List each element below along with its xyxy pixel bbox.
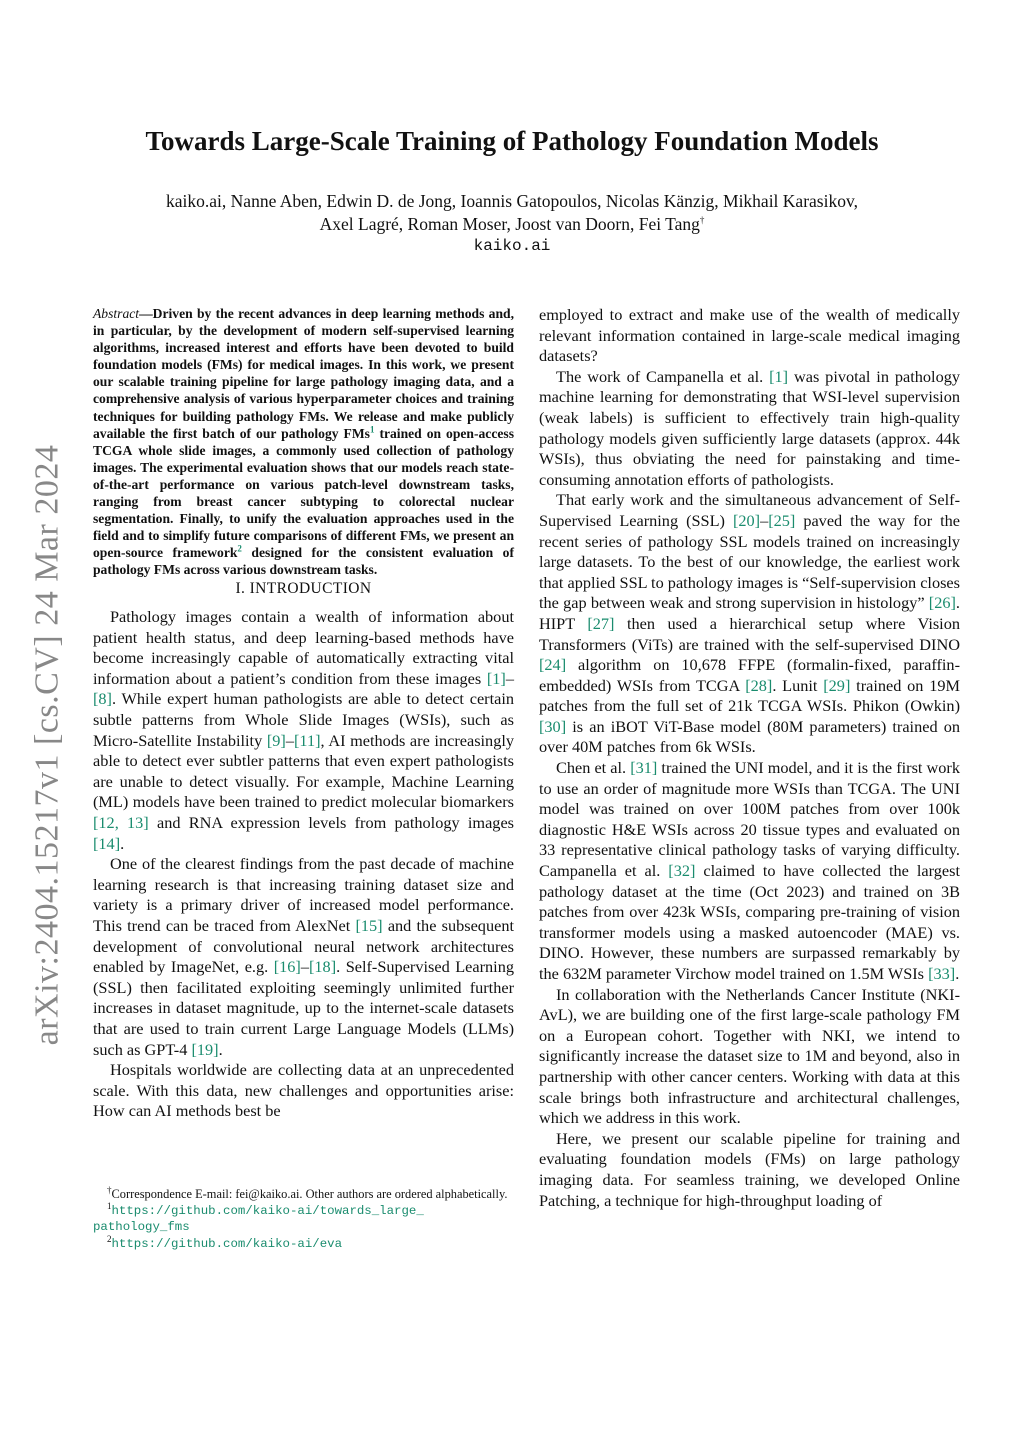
citation-link[interactable]: [33] [928, 964, 956, 983]
citation-link[interactable]: [20] [732, 510, 761, 530]
footnote-2 [93, 1233, 514, 1253]
footnote-mark: 2 [107, 1233, 112, 1244]
footnote-mark: 1 [107, 1200, 112, 1211]
text: claimed to have collected the largest pathology dataset at the time (Oct 2023) and trained on 3B patches from over 423k WSIs, comparing pre-training of vision transformer models using a masked autoencoder (MAE) vs. DINO. However, these numbers are surpassed remarkably by the 632M parameter Virchow model trained on 1.5M WSIs [539, 861, 960, 983]
text: That early work and the simultaneous advancement of Self-Supervised Learning (SSL) [539, 490, 960, 530]
citation-link[interactable]: [18] [309, 957, 337, 977]
intro-paragraph-3: Hospitals worldwide are collecting data at an unprecedented scale. With this data, new challenges and opportunities arise: How can AI methods best be [93, 1060, 514, 1121]
paragraph-ssl-history [539, 490, 960, 758]
text: – [505, 668, 514, 688]
citation-link[interactable]: [27] [587, 613, 615, 633]
abstract [93, 305, 514, 579]
citation-link[interactable]: [30] [539, 716, 567, 736]
text: was pivotal in pathology machine learning for demonstrating that WSI-level supervision (weak labels) is sufficient to effectively train high-quality pathology models given sufficiently large datasets (approx. 44k WSIs), thus obviating the need for painstaking and time-consuming annotation efforts of pathologists. [539, 366, 960, 489]
intro-paragraph-2 [93, 854, 514, 1060]
paragraph-nki-collaboration: In collaboration with the Netherlands Cancer Institute (NKI-AvL), we are building one of the first large-scale pathology FM on a European cohort. Together with NKI, we intend to significantly increase the dataset size to 1M and beyond, also in partnership with other cancer centers. Working with data at this scale brings both infrastructure and architectural challenges, which we address in this work. [539, 984, 960, 1128]
text: . [955, 964, 960, 983]
text: , AI methods are increasingly able to detect ever subtler patterns that even expert pathologists are unable to detect visually. For example, Machine Learning (ML) models have been trained to predict molecular biomarkers [93, 730, 515, 812]
dagger-mark: † [699, 215, 705, 226]
footnote-mark: † [107, 1184, 112, 1195]
affiliation-email: kaiko.ai [473, 237, 551, 255]
text: . Lunit [772, 675, 824, 695]
citation-link[interactable]: [9] [266, 730, 286, 750]
author-list [0, 190, 1024, 236]
abstract-text-c: designed for the consistent evaluation of pathology FMs across various downstream tasks. [93, 545, 514, 578]
citation-link[interactable]: [32] [668, 861, 696, 881]
text: Chen et al. [556, 758, 631, 778]
text: and RNA expression levels from pathology images [148, 813, 515, 833]
arxiv-sidebar-stamp [22, 440, 72, 1050]
paragraph-continued: employed to extract and make use of the wealth of medically relevant information contained in large-scale medical imaging datasets? [539, 305, 960, 366]
text: then used a hierarchical setup where Vision Transformers (ViTs) are trained with the self-supervised DINO [539, 613, 960, 654]
arxiv-id-text: arXiv:2404.15217v1 [cs.CV] 24 Mar 2024 [28, 444, 66, 1046]
citation-link[interactable]: [19] [191, 1039, 219, 1059]
paragraph-uni-model [539, 758, 960, 985]
paper-title: Towards Large-Scale Training of Pathology Foundation Models [145, 126, 879, 156]
paragraph-campanella [539, 367, 960, 491]
footnote-url-link[interactable]: https://github.com/kaiko-ai/towards_large_ pathology_fms [93, 1203, 424, 1235]
text: . Self-Supervised Learning (SSL) then facilitated exploiting seemingly unlimited further increases in dataset magnitude, up to the internet-scale datasets that are used to train current Large Language Models (LLMs) such as GPT-4 [93, 957, 514, 1059]
text: algorithm on 10,678 FFPE (formalin-fixed, paraffin-embedded) WSIs from TCGA [539, 655, 960, 695]
citation-link[interactable]: [28] [745, 675, 773, 695]
footnote-url-link[interactable]: https://github.com/kaiko-ai/eva [111, 1236, 343, 1251]
text: The work of Campanella et al. [556, 366, 770, 386]
paragraph-pipeline-intro: Here, we present our scalable pipeline for training and evaluating foundation models (FMs) on large pathology imaging data. For seamless training, we developed Online Patching, a technique for high-throughput loading of [539, 1128, 960, 1210]
citation-link[interactable]: [15] [355, 916, 383, 935]
footnote-1 [93, 1200, 514, 1236]
text: – [300, 957, 309, 977]
text: One of the clearest findings from the past decade of machine learning research is that increasing training dataset size and variety is a primary driver of increased model performance. This trend can be traced from AlexNet [93, 854, 514, 935]
text: . [120, 833, 125, 853]
text: . [218, 1039, 223, 1059]
citation-link[interactable]: [11] [293, 730, 321, 750]
citation-link[interactable]: [16] [273, 957, 301, 977]
authors-line-2 [0, 213, 1024, 236]
abstract-text-b: trained on open-access TCGA whole slide images, a commonly used collection of pathology images. The experimental evaluation shows that our models reach state-of-the-art performance on various patch-level downstream tasks, ranging from breast cancer subtyping to colorectal nuclear segmentation. Finally, to unify the evaluation approaches used in the field and to simplify future comparisons of different FMs, we present an open-source framework [93, 425, 514, 561]
text: paved the way for the recent series of pathology SSL models trained on increasingly large datasets. To the best of our knowledge, the earliest work that applied SSL to pathology images is “Self-supervision closes the gap between weak and strong supervision in histology” [539, 510, 960, 613]
authors-line-2-text: Axel Lagré, Roman Moser, Joost van Doorn, Fei Tang [319, 214, 700, 234]
citation-link[interactable]: [26] [928, 593, 956, 613]
citation-link[interactable]: [24] [539, 655, 567, 675]
text: and the subsequent development of convolutional neural network architectures enabled by ImageNet, e.g. [93, 916, 514, 977]
authors-line-1: kaiko.ai, Nanne Aben, Edwin D. de Jong, Ioannis Gatopoulos, Nicolas Känzig, Mikhail Karasikov, [166, 191, 858, 211]
footnote-text: Correspondence E-mail: fei@kaiko.ai. Other authors are ordered alphabetically. [111, 1187, 508, 1201]
text: trained the UNI model, and it is the first work to use an order of magnitude more WSIs than TCGA. The UNI model was trained on over 100M patches from over 100k diagnostic H&E WSIs across 20 tissue types and evaluated on 33 representative clinical pathology tasks of varying difficulty. Campanella et al. [539, 758, 960, 881]
citation-link[interactable]: [12, 13] [93, 813, 149, 833]
citation-link[interactable]: [14] [93, 833, 121, 853]
footnote-correspondence [93, 1184, 514, 1203]
citation-link[interactable]: [31] [630, 758, 658, 778]
abstract-text-a: Driven by the recent advances in deep learning methods and, in particular, by the development of modern self-supervised learning algorithms, increased interest and efforts have been devoted to build foundation models (FMs) for medical images. In this work, we present our scalable training pipeline for large pathology imaging data, and a comprehensive analysis of various hyperparameter choices and training techniques for building pathology FMs. We release and make publicly available the first batch of our pathology FMs [93, 306, 514, 441]
section-heading-introduction: I. INTRODUCTION [235, 579, 372, 597]
citation-link[interactable]: [1] [769, 366, 789, 386]
citation-link[interactable]: [25] [768, 510, 796, 530]
text: . While expert human pathologists are able to detect certain subtle patterns from Whole Slide Images (WSIs), such as Micro-Satellite Instability [93, 689, 514, 750]
text: Pathology images contain a wealth of information about patient health status, and deep learning-based methods have become increasingly capable of automatically extracting vital information about a patient’s condition from these images [93, 607, 514, 688]
footnotes [93, 1184, 514, 1252]
citation-link[interactable]: [29] [823, 675, 851, 695]
text: trained on 19M patches from the full set of 21k TCGA WSIs. Phikon (Owkin) [539, 675, 961, 716]
intro-paragraph-1 [93, 607, 514, 854]
footnote-ref-2[interactable]: 2 [237, 543, 242, 554]
citation-link[interactable]: [1] [486, 668, 506, 688]
citation-link[interactable]: [8] [93, 689, 112, 709]
text: is an iBOT ViT-Base model (80M parameters) trained on over 40M patches from 6k WSIs. [539, 716, 960, 757]
text: – [285, 730, 294, 750]
left-column [93, 305, 514, 1122]
text: – [760, 510, 769, 530]
abstract-label: Abstract [93, 306, 140, 321]
text: . HIPT [539, 593, 960, 633]
footnote-ref-1[interactable]: 1 [369, 424, 375, 435]
abstract-dash: — [139, 306, 153, 321]
right-column [539, 305, 960, 1211]
